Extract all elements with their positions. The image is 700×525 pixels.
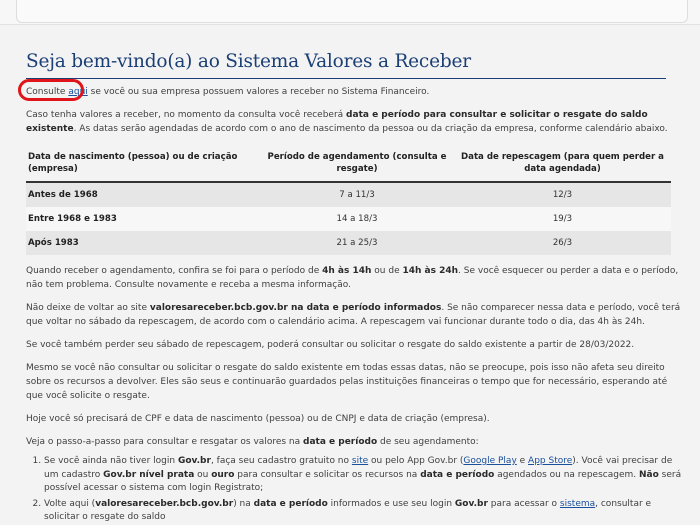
text: Se você ainda não tiver login bbox=[44, 456, 178, 466]
text: agendados ou na repescagem. bbox=[494, 469, 639, 480]
table-cell: 12/3 bbox=[552, 190, 573, 200]
text: de seu agendamento: bbox=[377, 437, 479, 447]
bold-text: data e período bbox=[420, 469, 495, 480]
return-paragraph bbox=[26, 301, 686, 329]
text: será possível acessar o sistema com login Registrato; bbox=[44, 469, 682, 493]
text: ou bbox=[194, 469, 212, 480]
text: . Se não comparecer nessa data e período, você terá que voltar no sábado da repescagem, de acordo com o calendário acima. A repescagem vai funcionar durante todo o dia, das 4h às 24h. bbox=[26, 303, 681, 327]
highlight-circle bbox=[18, 79, 84, 101]
table-cell: 21 a 25/3 bbox=[336, 238, 378, 248]
bold-text: data e período bbox=[303, 437, 378, 447]
period-paragraph bbox=[26, 264, 686, 292]
table-row bbox=[26, 182, 671, 207]
text: . As datas serão agendadas de acordo com o ano de nascimento da pessoa ou da criação da empresa, conforme calendário abaixo. bbox=[73, 124, 668, 134]
text: informados e use seu login bbox=[327, 498, 455, 509]
rights-paragraph: Mesmo se você não consultar ou solicitar o resgate do saldo existente em todas essas datas, não se preocupe, pois isso não afeta seu direito sobre os recursos a devolver. Eles são seus e continuarão guardados pelas instituições financeiras o tempo que for necessário, esperando até que você solicite o resgate. bbox=[26, 363, 668, 401]
header-birth-date: Data de nascimento (pessoa) ou de criação (empresa) bbox=[28, 152, 238, 174]
text: para acessar o bbox=[487, 498, 560, 509]
text: Quando receber o agendamento, confira se foi para o período de bbox=[26, 266, 323, 276]
text: Volte aqui ( bbox=[44, 498, 96, 509]
main-content bbox=[26, 26, 686, 522]
text: Não deixe de voltar ao site bbox=[26, 303, 150, 313]
text: ). Você vai precisar de um cadastro bbox=[44, 456, 673, 480]
text: e bbox=[516, 456, 529, 466]
table-cell: 14 a 18/3 bbox=[336, 214, 378, 224]
header-schedule-period: Período de agendamento (consulta e resgate) bbox=[267, 152, 447, 174]
bold-text: Não bbox=[639, 469, 659, 480]
bold-text: ouro bbox=[211, 469, 235, 480]
bold-text: Gov.br bbox=[454, 498, 488, 509]
title-divider bbox=[26, 78, 666, 79]
text: ou de bbox=[371, 266, 403, 276]
bold-text: valoresareceber.bcb.gov.br na data e período informados bbox=[149, 303, 442, 313]
bold-text: 14h às 24h bbox=[402, 266, 459, 276]
bold-text: Gov.br bbox=[177, 456, 211, 466]
requirements-paragraph: Hoje você só precisará de CPF e data de nascimento (pessoa) ou de CNPJ e data de criação (empresa). bbox=[26, 414, 490, 424]
aqui-link[interactable]: aqui bbox=[68, 87, 88, 97]
bold-text: 4h às 14h bbox=[322, 266, 372, 276]
intro-paragraph bbox=[26, 85, 686, 99]
table-cell: Após 1983 bbox=[28, 238, 79, 248]
header-frame bbox=[16, 0, 688, 23]
table-cell: 7 a 11/3 bbox=[339, 190, 375, 200]
bold-text: Gov.br nível prata bbox=[103, 469, 195, 480]
consulte-text: Consulte bbox=[26, 87, 66, 97]
site-link[interactable]: site bbox=[351, 456, 369, 466]
intro-rest-text: se você ou sua empresa possuem valores a receber no Sistema Financeiro. bbox=[90, 87, 430, 97]
missed-repescagem-paragraph: Se você também perder seu sábado de repescagem, poderá consultar ou solicitar o resgate do saldo existente a partir de 28/03/2022. bbox=[26, 340, 635, 350]
schedule-table bbox=[26, 145, 671, 255]
text: , consultar e solicitar o resgate do saldo bbox=[44, 498, 652, 522]
steps-list bbox=[26, 455, 686, 525]
bold-text: data e período bbox=[253, 498, 328, 509]
list-item bbox=[44, 498, 686, 525]
table-cell: 26/3 bbox=[552, 238, 573, 248]
page-title: Seja bem-vindo(a) ao Sistema Valores a Receber bbox=[26, 51, 471, 72]
table-header-row bbox=[26, 145, 671, 182]
table-row bbox=[26, 207, 671, 231]
text: , faça seu cadastro gratuito no bbox=[210, 456, 352, 466]
google-play-link[interactable]: Google Play bbox=[463, 456, 517, 466]
text: para consultar e solicitar os recursos na bbox=[234, 469, 421, 480]
table-cell: Antes de 1968 bbox=[28, 190, 98, 200]
text: ) na bbox=[233, 498, 254, 509]
header-repescagem-date: Data de repescagem (para quem perder a data agendada) bbox=[461, 152, 664, 174]
bold-text: data e período para consultar e solicitar o resgate do saldo existente bbox=[26, 110, 648, 134]
bold-text: valoresareceber.bcb.gov.br bbox=[95, 498, 234, 509]
app-store-link[interactable]: App Store bbox=[528, 456, 573, 466]
text: ou pelo App Gov.br ( bbox=[368, 456, 464, 466]
browser-top-edge bbox=[0, 0, 700, 25]
list-item bbox=[44, 455, 686, 496]
sistema-link[interactable]: sistema bbox=[559, 498, 596, 509]
table-cell: Entre 1968 e 1983 bbox=[28, 214, 117, 224]
text: Veja o passo-a-passo para consultar e resgatar os valores na bbox=[26, 437, 303, 447]
table-row bbox=[26, 231, 671, 255]
text: Caso tenha valores a receber, no momento da consulta você receberá bbox=[26, 110, 347, 120]
table-cell: 19/3 bbox=[552, 214, 573, 224]
text: . Se você esquecer ou perder a data e o período, não tem problema. Consulte novamente e receba a mesma informação. bbox=[26, 266, 679, 290]
steps-intro-paragraph bbox=[26, 435, 686, 449]
schedule-info-paragraph bbox=[26, 108, 686, 136]
